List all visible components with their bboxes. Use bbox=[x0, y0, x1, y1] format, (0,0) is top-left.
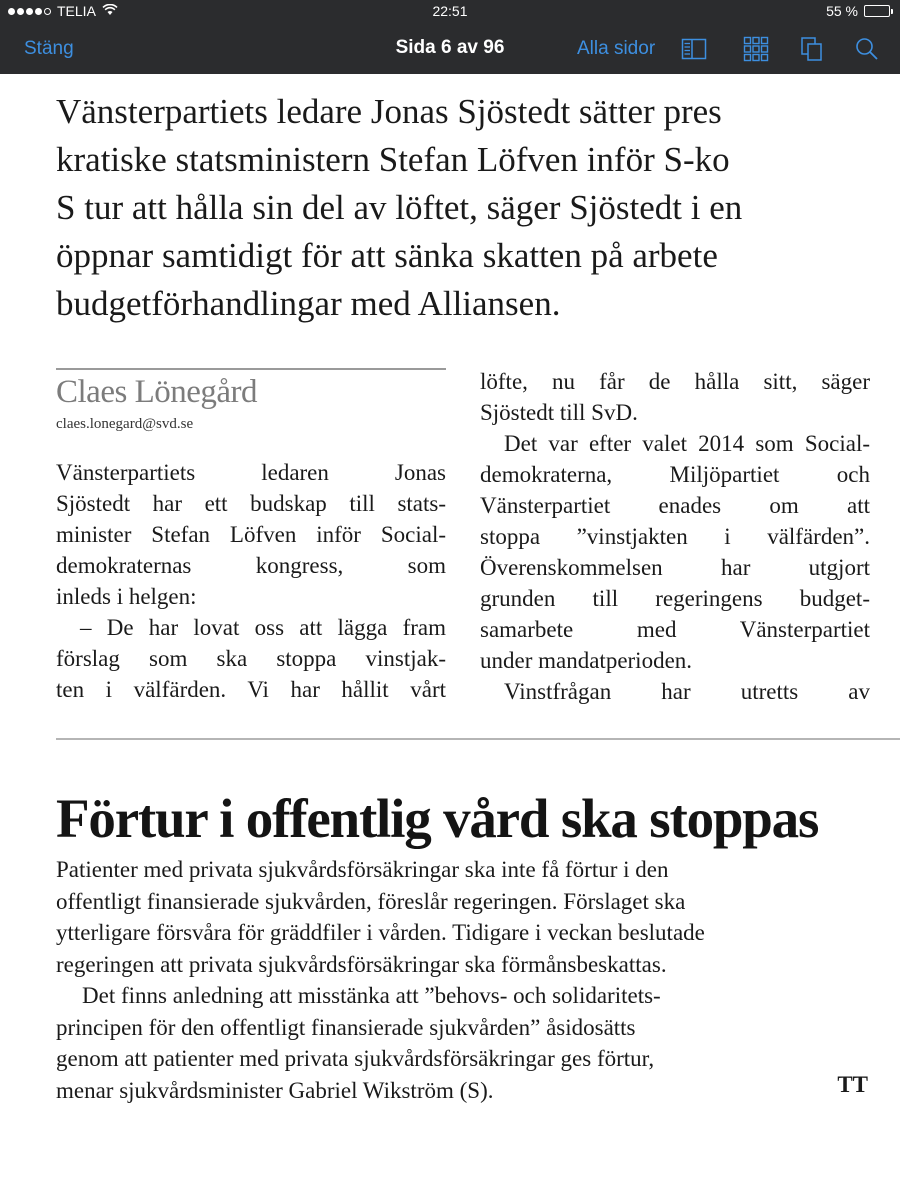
ingress-line: öppnar samtidigt för att sänka skatten på arbete bbox=[56, 236, 718, 275]
body-line: Vänsterpartiet enades om att bbox=[480, 493, 870, 518]
section-divider bbox=[56, 738, 900, 740]
search-icon[interactable] bbox=[854, 36, 880, 62]
article-ingress bbox=[56, 88, 900, 328]
byline-divider bbox=[56, 368, 446, 370]
body-line: Vinstfrågan har utretts av bbox=[504, 679, 870, 704]
brief-line: principen för den offentligt finansierade sjukvården” åsidosätts bbox=[56, 1014, 636, 1040]
ingress-line: budgetförhandlingar med Alliansen. bbox=[56, 284, 561, 323]
byline-author: Claes Lönegård bbox=[56, 374, 258, 410]
brief-headline: Förtur i offentlig vård ska stoppas bbox=[56, 788, 819, 849]
brief-line: genom att patienter med privata sjukvårdsförsäkringar ges förtur, bbox=[56, 1046, 655, 1071]
reader-toolbar bbox=[0, 24, 900, 74]
body-line: minister Stefan Löfven inför Social- bbox=[56, 522, 446, 547]
carrier-name: TELIA bbox=[57, 3, 96, 19]
brief-line: Det finns anledning att misstänka att ”behovs- och solidaritets- bbox=[82, 983, 661, 1008]
body-line: förslag som ska stoppa vinstjak- bbox=[56, 646, 446, 671]
newspaper-page[interactable] bbox=[0, 74, 900, 1200]
all-pages-button[interactable]: Alla sidor bbox=[577, 38, 656, 59]
ingress-line: kratiske statsministern Stefan Löfven inför S-ko bbox=[56, 140, 730, 179]
clock: 22:51 bbox=[432, 3, 468, 19]
brief-line: menar sjukvårdsminister Gabriel Wikström (S). bbox=[56, 1077, 494, 1103]
article-column-right bbox=[480, 366, 870, 707]
ingress-line: Vänsterpartiets ledare Jonas Sjöstedt sätter pres bbox=[56, 92, 722, 131]
body-line: demokraterna, Miljöpartiet och bbox=[480, 462, 870, 487]
copy-pages-icon[interactable] bbox=[799, 36, 825, 62]
article-column-left bbox=[56, 457, 446, 705]
body-line: Vänsterpartiets ledaren Jonas bbox=[56, 460, 446, 485]
grid-icon[interactable] bbox=[743, 36, 769, 62]
close-button[interactable]: Stäng bbox=[24, 38, 74, 59]
battery-icon bbox=[864, 5, 890, 17]
body-line: Det var efter valet 2014 som Social- bbox=[504, 431, 870, 456]
body-line: under mandatperioden. bbox=[480, 648, 693, 673]
battery-percentage: 55 % bbox=[826, 3, 858, 19]
body-line: inleds i helgen: bbox=[56, 584, 197, 609]
brief-body bbox=[56, 854, 886, 1106]
body-line: Sjöstedt har ett budskap till stats- bbox=[56, 491, 446, 516]
status-bar-right bbox=[826, 3, 890, 19]
brief-line: offentligt finansierade sjukvården, föreslår regeringen. Förslaget ska bbox=[56, 888, 686, 914]
news-agency-credit: TT bbox=[837, 1072, 868, 1097]
body-line: demokraternas kongress, som bbox=[56, 553, 446, 578]
body-line: ten i välfärden. Vi har hållit vårt bbox=[56, 677, 446, 702]
ingress-line: S tur att hålla sin del av löftet, säger Sjöstedt i en bbox=[56, 188, 743, 227]
brief-line: ytterligare försvåra för gräddfiler i vården. Tidigare i veckan beslutade bbox=[56, 920, 705, 945]
body-line: löfte, nu får de hålla sitt, säger bbox=[480, 369, 870, 394]
body-line: samarbete med Vänsterpartiet bbox=[480, 617, 870, 642]
sidebar-layout-icon[interactable] bbox=[681, 36, 707, 62]
body-line: Sjöstedt till SvD. bbox=[480, 400, 638, 425]
byline-email: claes.lonegard@svd.se bbox=[56, 416, 194, 432]
body-line: grunden till regeringens budget- bbox=[480, 586, 870, 611]
brief-line: regeringen att privata sjukvårdsförsäkringar ska förmånsbeskattas. bbox=[56, 951, 667, 977]
page-indicator: Sida 6 av 96 bbox=[395, 37, 505, 58]
body-line: Överenskommelsen har utgjort bbox=[480, 555, 870, 580]
brief-line: Patienter med privata sjukvårdsförsäkringar ska inte få förtur i den bbox=[56, 857, 669, 882]
body-line: – De har lovat oss att lägga fram bbox=[80, 615, 446, 640]
status-bar bbox=[0, 0, 900, 24]
body-line: stoppa ”vinstjakten i välfärden”. bbox=[480, 524, 870, 549]
